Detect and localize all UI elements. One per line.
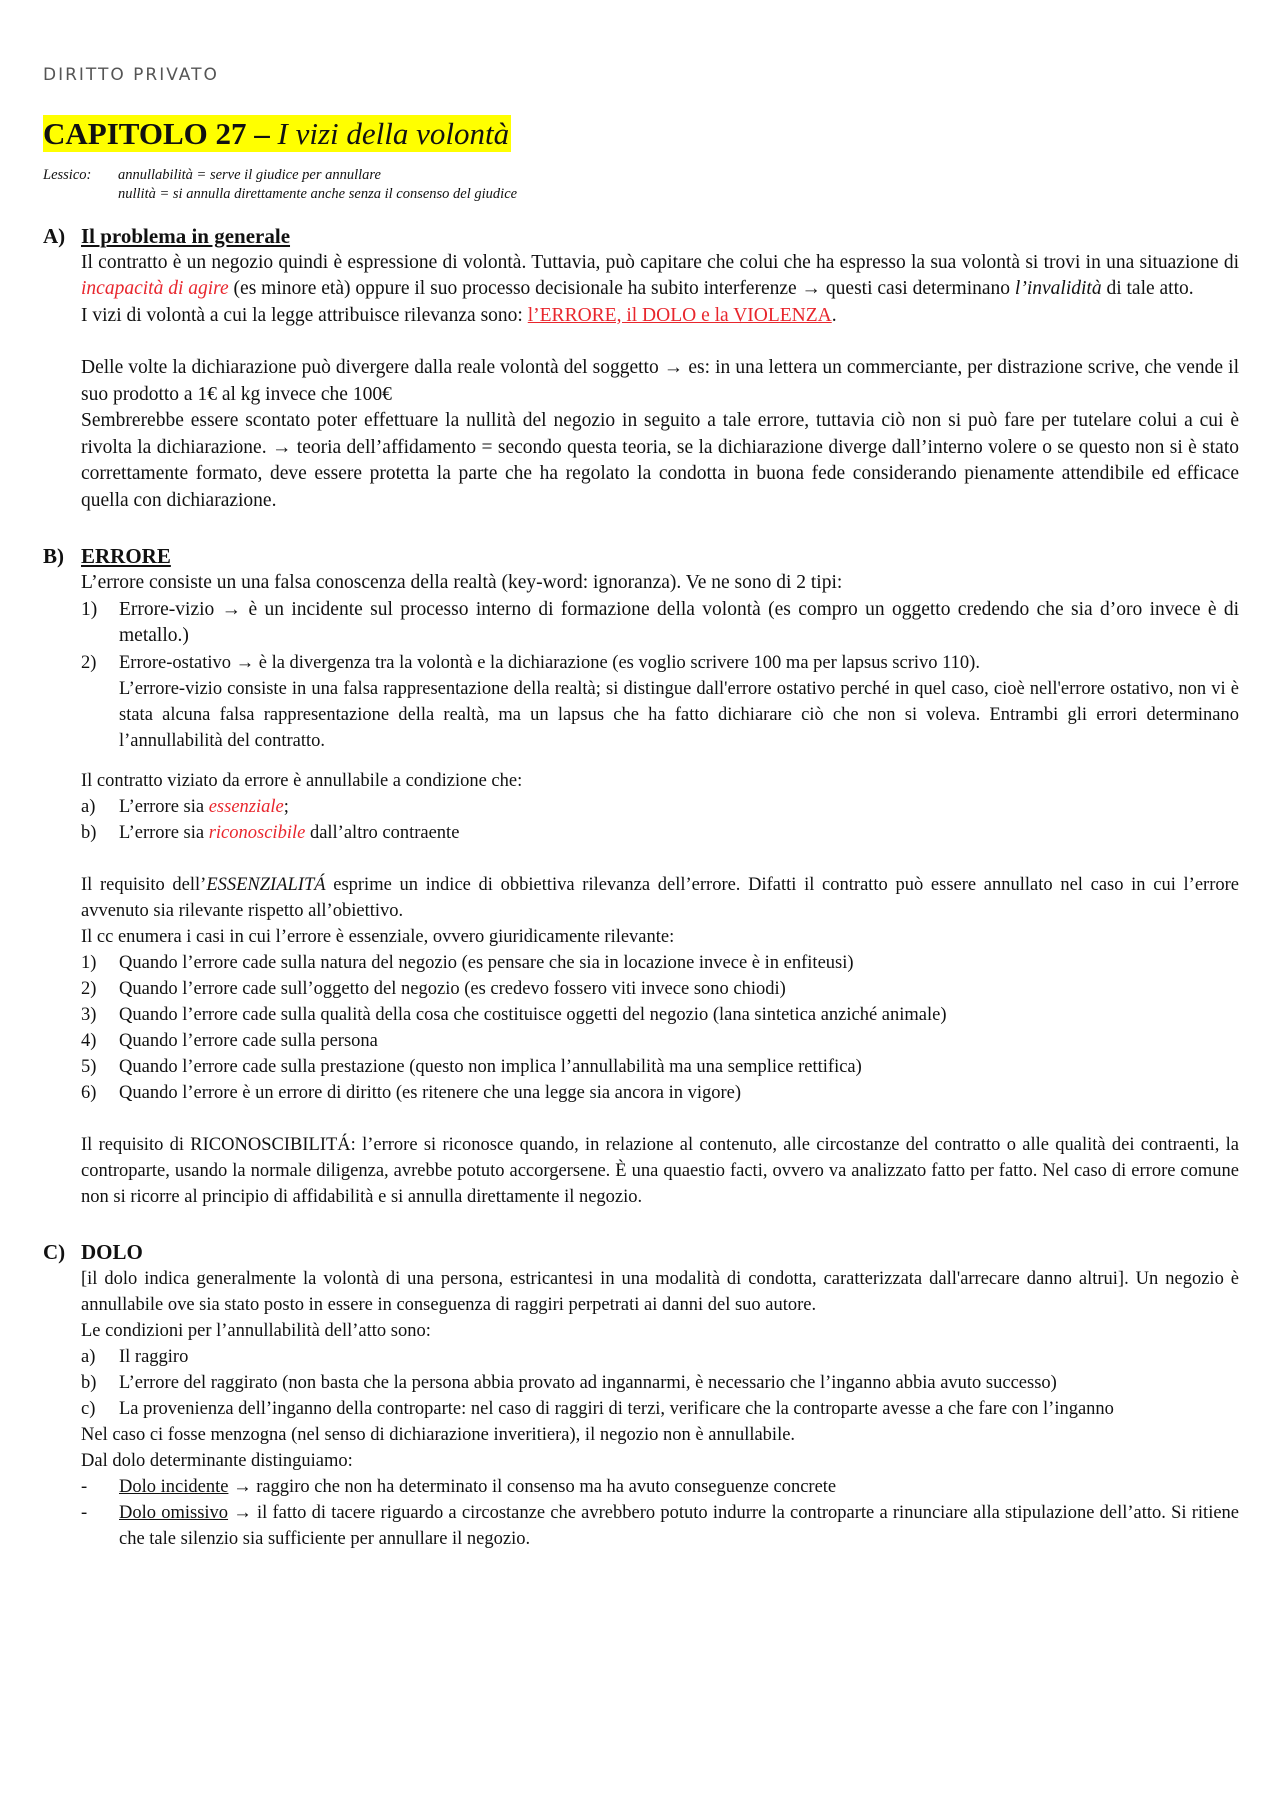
list-item	[81, 1396, 1239, 1422]
list-marker: 2)	[81, 978, 97, 999]
list-item	[81, 976, 1239, 1002]
section-letter: B)	[43, 544, 64, 568]
emphasis-text: l’invalidità	[1014, 278, 1102, 299]
paragraph	[81, 250, 1239, 303]
list-text: Quando l’errore cade sulla qualità della cosa che costituisce oggetti del negozio (lana sintetica anziché animale)	[119, 1004, 947, 1025]
list-marker: 3)	[81, 1004, 97, 1025]
list-item	[81, 1344, 1239, 1370]
section-a-body	[43, 250, 1239, 515]
lessico-line-1: annullabilità = serve il giudice per annullare	[118, 166, 381, 183]
list-item	[81, 820, 1239, 846]
text: L’errore sia	[119, 796, 209, 817]
list-text: La provenienza dell’inganno della controparte: nel caso di raggiri di terzi, verificare che la controparte avesse a che fare con l’inganno	[119, 1398, 1114, 1419]
list-text: Il raggiro	[119, 1346, 189, 1367]
paragraph	[81, 303, 1239, 330]
list-marker: c)	[81, 1398, 96, 1419]
text: I vizi di volontà a cui la legge attribuisce rilevanza sono:	[81, 304, 528, 326]
paragraph: Delle volte la dichiarazione può divergere dalla reale volontà del soggetto → es: in una lettera un commerciante, per distrazione scrive, che vende il suo prodotto a 1€ al kg invece che 100€	[81, 357, 1239, 405]
paragraph: [il dolo indica generalmente la volontà di una persona, estricantesi in una modalità di condotta, caratterizzata dall'arrecare danno altrui]. Un negozio è annullabile ove sia stato posto in essere in conseguenza di raggiri perpetrati ai danni del suo autore.	[81, 1268, 1239, 1315]
list-text: Quando l’errore è un errore di diritto (es ritenere che una legge sia ancora in vigore)	[119, 1082, 742, 1103]
section-a-heading	[43, 222, 1239, 250]
paragraph: Le condizioni per l’annullabilità dell’atto sono:	[81, 1320, 431, 1341]
section-b-body	[43, 570, 1239, 1210]
list-item	[81, 1028, 1239, 1054]
section-c-body	[43, 1266, 1239, 1552]
lessico-block	[43, 166, 1239, 204]
list-text: L’errore-vizio consiste in una falsa rappresentazione della realtà; si distingue dall'errore ostativo perché in quel caso, cioè nell'errore ostativo, non vi è stata alcuna falsa rappresentazione della realtà, ma un lapsus che ha fatto dichiarare ciò che non si voleva. Entrambi gli errori determinano l’annullabilità del contratto.	[119, 678, 1239, 751]
section-letter: C)	[43, 1239, 66, 1264]
list-text: Errore-vizio → è un incidente sul processo interno di formazione della volontà (es compro un oggetto credendo che sia d’oro invece è di metallo.)	[119, 598, 1239, 646]
list-marker: -	[81, 1502, 88, 1523]
text: (es minore età) oppure il suo processo decisionale ha subito interferenze → questi casi determinano	[228, 278, 1015, 299]
emphasis-text: ESSENZIALITÁ	[206, 874, 326, 895]
list-item	[81, 1054, 1239, 1080]
list-item	[81, 950, 1239, 976]
list-item	[81, 794, 1239, 820]
text: esprime un indice di obbiettiva rilevanza dell’errore. Difatti il contratto può essere annullato nel caso in cui l’errore avvenuto sia rilevante rispetto all’obiettivo.	[81, 874, 1239, 921]
text: Il requisito dell’	[81, 874, 207, 895]
list-item	[81, 1080, 1239, 1106]
list-item	[81, 1500, 1239, 1552]
text: .	[831, 304, 837, 326]
list-text: Quando l’errore cade sulla persona	[119, 1030, 378, 1051]
paragraph	[81, 872, 1239, 924]
text: → raggiro che non ha determinato il consenso ma ha avuto conseguenze concrete	[228, 1476, 837, 1497]
lessico-line-2: nullità = si annulla direttamente anche senza il consenso del giudice	[118, 185, 518, 202]
list-text: Quando l’errore cade sulla natura del negozio (es pensare che sia in locazione invece è in enfiteusi)	[119, 952, 854, 973]
paragraph: Sembrerebbe essere scontato poter effettuare la nullità del negozio in seguito a tale errore, tuttavia ciò non si può fare per tutelare colui a cui è rivolta la dichiarazione. → teoria dell’affidamento = secondo questa teoria, se la dichiarazione diverge dall’interno volere o se questo non si è stato correttamente formato, deve essere protetta la parte che ha regolato la condotta in buona fede considerando pienamente attendibile ed efficace quella con dichiarazione.	[81, 410, 1239, 511]
section-title: DOLO	[81, 1239, 143, 1264]
list-item	[81, 1370, 1239, 1396]
section-letter: A)	[43, 223, 66, 248]
highlight-text: essenziale	[208, 796, 284, 817]
section-title: Il problema in generale	[81, 223, 291, 248]
list-item	[81, 650, 1239, 676]
paragraph: L’errore consiste un una falsa conoscenza della realtà (key-word: ignoranza). Ve ne sono di 2 tipi:	[81, 572, 843, 593]
text: dall’altro contraente	[305, 822, 460, 843]
list-text: Errore-ostativo → è la divergenza tra la volontà e la dichiarazione (es voglio scrivere 100 ma per lapsus scrivo 110).	[119, 652, 980, 673]
list-marker: b)	[81, 822, 97, 843]
list-marker: 5)	[81, 1056, 97, 1077]
text: L’errore sia	[119, 822, 209, 843]
list-marker: a)	[81, 1346, 96, 1367]
list-marker: 6)	[81, 1082, 97, 1103]
list-text: Quando l’errore cade sulla prestazione (questo non implica l’annullabilità ma una semplice rettifica)	[119, 1056, 862, 1077]
highlight-text: riconoscibile	[208, 822, 306, 843]
list-marker: 1)	[81, 598, 98, 620]
text: Il contratto è un negozio quindi è espressione di volontà. Tuttavia, può capitare che colui che ha espresso la sua volontà si trovi in una situazione di	[81, 251, 1239, 273]
chapter-title-sub: I vizi della volontà	[277, 115, 510, 151]
list-marker: 4)	[81, 1030, 97, 1051]
paragraph: Il requisito di RICONOSCIBILITÁ: l’errore si riconosce quando, in relazione al contenuto, alle circostanze del contratto o alle qualità dei contraenti, la controparte, usando la normale diligenza, avrebbe potuto accorgersene. È una quaestio facti, ovvero va analizzato fatto per fatto. Nel caso di errore comune non si ricorre al principio di affidabilità e si annulla direttamente il negozio.	[81, 1134, 1239, 1207]
text: di tale atto.	[1101, 278, 1194, 299]
list-marker: a)	[81, 796, 96, 817]
chapter-title-main: CAPITOLO 27 –	[43, 115, 278, 151]
section-b-heading	[43, 542, 1239, 570]
list-item	[81, 1002, 1239, 1028]
document-page	[43, 62, 1239, 1552]
list-text: L’errore del raggirato (non basta che la persona abbia provato ad ingannarmi, è necessario che l’inganno abbia avuto successo)	[119, 1372, 1057, 1393]
list-text: Quando l’errore cade sull’oggetto del negozio (es credevo fossero viti invece sono chiodi)	[119, 978, 786, 999]
text: → il fatto di tacere riguardo a circostanze che avrebbero potuto indurre la controparte a rinunciare alla stipulazione dell’atto. Si ritiene che tale silenzio sia sufficiente per annullare il negozio.	[119, 1502, 1240, 1549]
term-text: Dolo omissivo	[119, 1502, 229, 1523]
paragraph: Dal dolo determinante distinguiamo:	[81, 1450, 353, 1471]
highlight-text: incapacità di agire	[81, 278, 229, 299]
text: ;	[283, 796, 289, 817]
paragraph: Nel caso ci fosse menzogna (nel senso di dichiarazione inveritiera), il negozio non è annullabile.	[81, 1424, 796, 1445]
list-marker: 1)	[81, 952, 97, 973]
list-item-continuation	[81, 676, 1239, 754]
list-marker: b)	[81, 1372, 97, 1393]
paragraph: Il contratto viziato da errore è annullabile a condizione che:	[81, 770, 523, 791]
lessico-label: Lessico:	[43, 166, 92, 183]
chapter-title	[43, 115, 511, 152]
list-item	[81, 1474, 1239, 1500]
running-header: DIRITTO PRIVATO	[43, 65, 219, 85]
list-item	[81, 597, 1239, 650]
highlight-text: l’ERRORE, il DOLO e la VIOLENZA	[527, 304, 832, 326]
section-c-heading	[43, 1238, 1239, 1266]
list-marker: 2)	[81, 652, 97, 673]
paragraph: Il cc enumera i casi in cui l’errore è essenziale, ovvero giuridicamente rilevante:	[81, 926, 675, 947]
list-marker: -	[81, 1476, 88, 1497]
term-text: Dolo incidente	[119, 1476, 229, 1497]
section-title: ERRORE	[81, 544, 171, 568]
